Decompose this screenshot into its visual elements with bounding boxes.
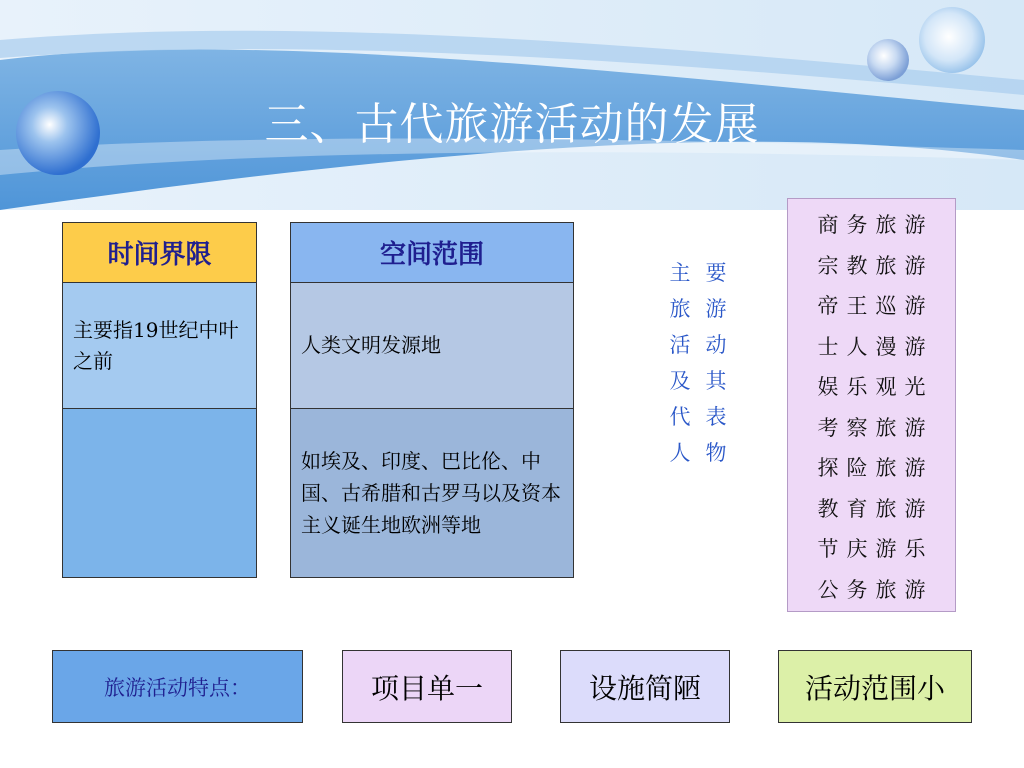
time-table-row-2 <box>63 409 256 577</box>
space-table-header: 空间范围 <box>291 223 573 283</box>
activity-item: 节庆游乐 <box>817 537 934 561</box>
label-char: 要 <box>705 261 727 285</box>
label-char: 人 <box>669 441 691 465</box>
activity-item: 帝王巡游 <box>817 294 934 318</box>
activity-item: 宗教旅游 <box>817 253 934 278</box>
activity-item: 考察旅游 <box>817 415 934 440</box>
label-char: 表 <box>705 405 727 429</box>
main-activities-label <box>662 256 734 470</box>
activity-item: 士人漫游 <box>817 334 934 359</box>
space-table <box>290 222 574 578</box>
activity-item: 探险旅游 <box>817 456 934 480</box>
feature-single-item: 项目单一 <box>342 650 512 723</box>
features-label: 旅游活动特点： <box>52 650 303 723</box>
label-char: 动 <box>705 333 727 357</box>
activity-list <box>787 198 956 612</box>
feature-simple-facilities: 设施简陋 <box>560 650 730 723</box>
label-char: 旅 <box>669 297 691 321</box>
feature-small-scope: 活动范围小 <box>778 650 972 723</box>
activity-item: 娱乐观光 <box>817 375 934 399</box>
label-char: 主 <box>669 261 691 285</box>
activity-item: 公务旅游 <box>817 577 934 602</box>
activity-item: 教育旅游 <box>817 496 934 521</box>
label-char: 代 <box>669 405 691 429</box>
sphere-decoration-small <box>867 39 909 81</box>
label-char: 及 <box>669 369 691 393</box>
label-char: 物 <box>705 441 727 465</box>
time-table <box>62 222 257 578</box>
space-table-row-2: 如埃及、印度、巴比伦、中国、古希腊和古罗马以及资本主义诞生地欧洲等地 <box>291 409 573 577</box>
time-table-header: 时间界限 <box>63 223 256 283</box>
space-table-row-1: 人类文明发源地 <box>291 283 573 409</box>
sphere-decoration-right <box>919 7 985 73</box>
label-char: 游 <box>705 297 727 321</box>
label-char: 其 <box>705 369 727 393</box>
label-char: 活 <box>669 333 691 357</box>
time-table-row-1: 主要指19世纪中叶之前 <box>63 283 256 409</box>
activity-item: 商务旅游 <box>817 213 934 237</box>
slide-title: 三、古代旅游活动的发展 <box>264 99 760 150</box>
